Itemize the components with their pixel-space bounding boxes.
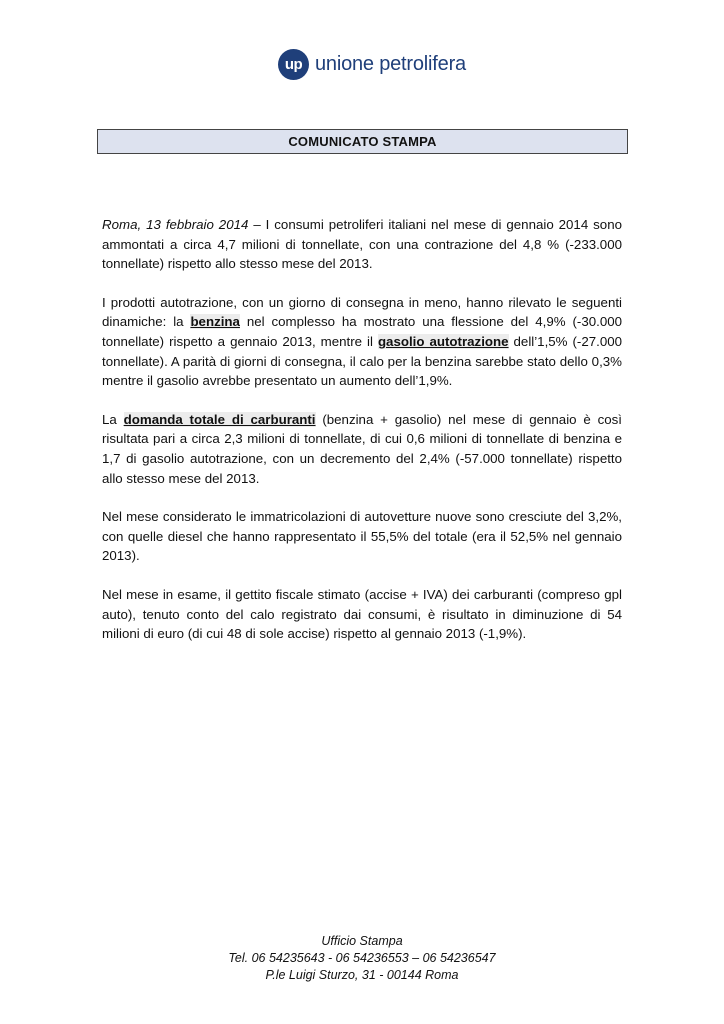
paragraph-2-text-b: nel complesso ha mostrato una flessione del 4,9% (-30.000 tonnellate) rispetto a gennaio 2013, mentre il xyxy=(102,314,622,349)
keyword-gasolio: gasolio autotrazione xyxy=(377,333,509,349)
banner-title: COMUNICATO STAMPA xyxy=(288,134,437,149)
paragraph-2-text-a: I prodotti autotrazione, con un giorno di consegna in meno, hanno rilevato le seguenti dinamiche: la xyxy=(102,294,622,330)
footer-address: P.le Luigi Sturzo, 31 - 00144 Roma xyxy=(265,968,459,982)
dateline: Roma, 13 febbraio 2014 xyxy=(102,217,249,232)
paragraph-1 xyxy=(102,215,622,274)
footer-phones: Tel. 06 54235643 - 06 54236553 – 06 54236547 xyxy=(228,951,496,965)
paragraph-3-text-a: La xyxy=(102,411,124,427)
paragraph-5: Nel mese in esame, il gettito fiscale stimato (accise + IVA) dei carburanti (compreso gpl auto), tenuto conto del calo registrato dai consumi, è risultato in diminuzione di 54 milioni di euro (di cui 48 di sole accise) rispetto al gennaio 2013 (-1,9%). xyxy=(102,586,622,642)
paragraph-3-text-b: (benzina + gasolio) nel mese di gennaio è così risultata pari a circa 2,3 milioni di tonnellate, di cui 0,6 milioni di tonnellate di benzina e 1,7 di gasolio autotrazione, con un decremento del 2,4% (-57.000 tonnellate) rispetto allo stesso mese del 2013. xyxy=(102,411,622,486)
paragraph-2 xyxy=(102,293,622,391)
paragraph-4: Nel mese considerato le immatricolazioni di autovetture nuove sono cresciute del 3,2%, con quelle diesel che hanno rappresentato il 55,5% del totale (era il 52,5% nel gennaio 2013). xyxy=(102,509,622,564)
footer xyxy=(0,933,724,984)
paragraph-2-text-c: dell’1,5% (-27.000 tonnellate). A parità di giorni di consegna, il calo per la benzina sarebbe stato dello 0,3% mentre il gasolio avrebbe presentato un aumento dell’1,9%. xyxy=(102,333,622,389)
paragraph-3 xyxy=(102,410,622,488)
footer-office: Ufficio Stampa xyxy=(321,934,403,948)
paragraph-1-text: – I consumi petroliferi italiani nel mese di gennaio 2014 sono ammontati a circa 4,7 milioni di tonnellate, con una contrazione del 4,8 % (-233.000 tonnellate) rispetto allo stesso mese del 2013. xyxy=(102,217,622,272)
logo-mark: up xyxy=(278,49,309,80)
press-release-banner xyxy=(97,129,628,154)
logo xyxy=(278,46,466,82)
logo-name: unione petrolifera xyxy=(315,52,466,75)
keyword-domanda: domanda totale di carburanti xyxy=(123,411,316,427)
press-release-body xyxy=(102,215,622,663)
keyword-benzina: benzina xyxy=(190,314,240,330)
